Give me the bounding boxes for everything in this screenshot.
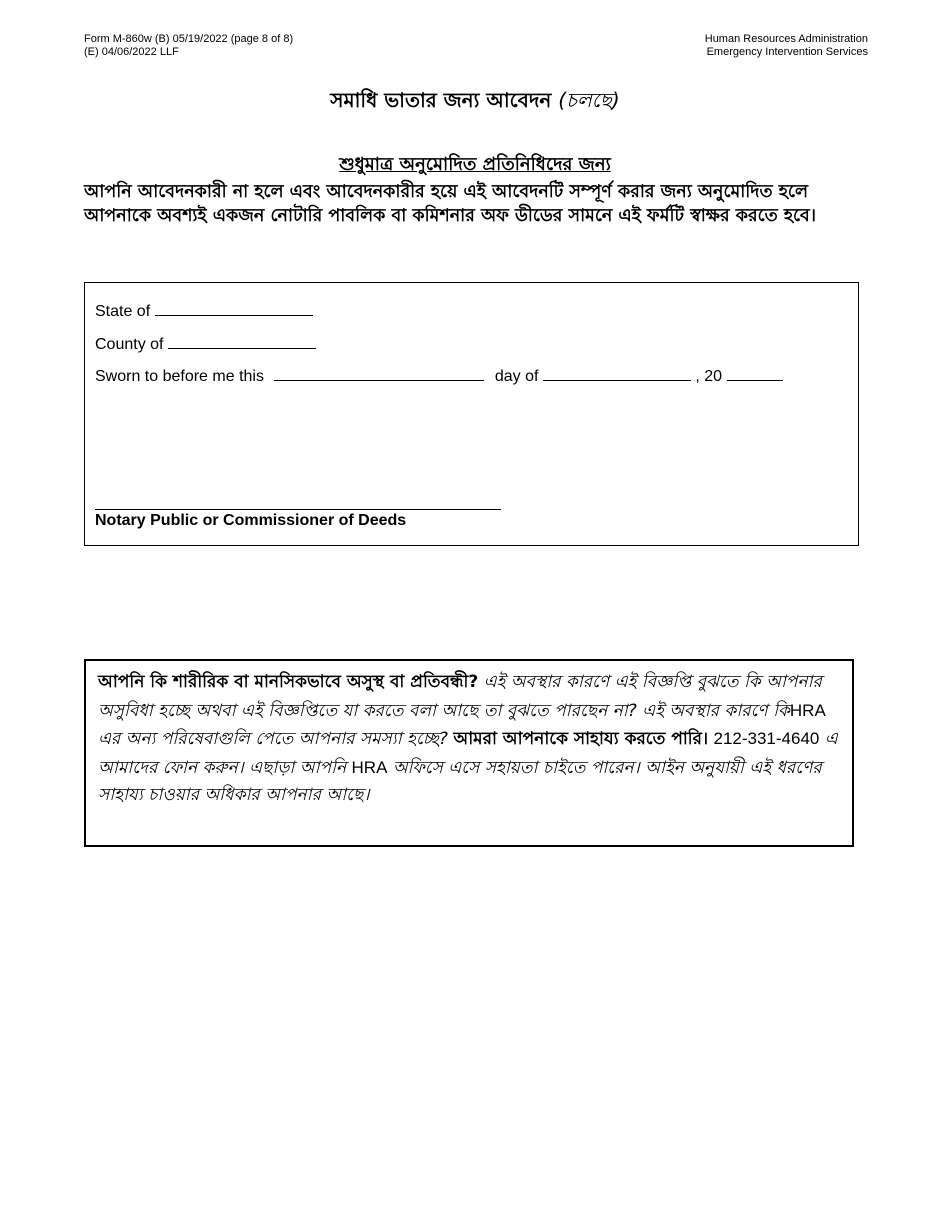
form-number: Form M-860w (B) 05/19/2022 (page 8 of 8)	[84, 33, 294, 45]
sworn-label: Sworn to before me this	[95, 368, 264, 385]
notice-hra-2: HRA	[351, 757, 388, 777]
form-id-header	[84, 33, 293, 59]
notice-text-4: অফিসে এসে সহায়তা চাইতে পারেন। আইন অনুযায়ী এই ধরণের সাহায্য চাওয়ার অধিকার আপনার আছে।	[98, 757, 822, 805]
state-field[interactable]	[155, 301, 313, 316]
day-of-label: day of	[494, 368, 539, 385]
page-title	[0, 86, 950, 119]
sworn-day-field[interactable]	[274, 366, 484, 381]
month-field[interactable]	[543, 366, 691, 381]
year-prefix: , 20	[695, 368, 723, 385]
agency-division: Emergency Intervention Services	[706, 46, 868, 58]
county-row	[95, 334, 316, 354]
year-field[interactable]	[727, 366, 783, 381]
page-title-main: সমাধি ভাতার জন্য আবেদন	[330, 88, 552, 112]
sworn-row	[95, 366, 783, 386]
county-label: County of	[95, 336, 164, 353]
intro-instruction: আপনি আবেদনকারী না হলে এবং আবেদনকারীর হয়ে এই আবেদনটি সম্পূর্ণ করার জন্য অনুমোদিত হলে আপনাকে অবশ্যই একজন নোটারি পাবলিক বা কমিশনার অফ ডীডের সামনে এই ফর্মটি স্বাক্ষর করতে হবে।	[84, 182, 817, 226]
notice-text-1: এই অবস্থার কারণে এই বিজ্ঞপ্তি বুঝতে কি আপনার অসুবিধা হচ্ছে অথবা এই বিজ্ঞপ্তিতে যা করতে বলা আছে তা বুঝতে পারছেন না? এই অবস্থার কারণে কি	[98, 672, 822, 721]
notice-phone: 212-331-4640	[713, 729, 820, 748]
section-subtitle	[0, 150, 950, 181]
notary-section	[84, 282, 859, 546]
notice-text-3: এ আমাদের ফোন করুন। এছাড়া আপনি	[98, 729, 838, 778]
notice-help: আমরা আপনাকে সাহায্য করতে পারি।	[453, 729, 709, 749]
notice-text-2: এর অন্য পরিষেবাগুলি পেতে আপনার সমস্যা হচ্ছে?	[98, 729, 448, 749]
state-label: State of	[95, 303, 151, 320]
disability-notice	[84, 659, 854, 847]
notice-question: আপনি কি শারীরিক বা মানসিকভাবে অসুস্থ বা প্রতিবন্ধী?	[98, 672, 479, 692]
state-row	[95, 301, 313, 321]
signature-line[interactable]	[95, 509, 501, 510]
county-field[interactable]	[168, 334, 316, 349]
section-subtitle-text: শুধুমাত্র অনুমোদিত প্রতিনিধিদের জন্য	[339, 154, 611, 175]
agency-name: Human Resources Administration	[704, 33, 868, 45]
notice-hra-1: HRA	[789, 700, 826, 720]
page-title-continued: (চলছে)	[558, 88, 620, 112]
form-revision: (E) 04/06/2022 LLF	[84, 46, 179, 58]
agency-header	[705, 33, 868, 59]
signature-label: Notary Public or Commissioner of Deeds	[95, 512, 407, 529]
